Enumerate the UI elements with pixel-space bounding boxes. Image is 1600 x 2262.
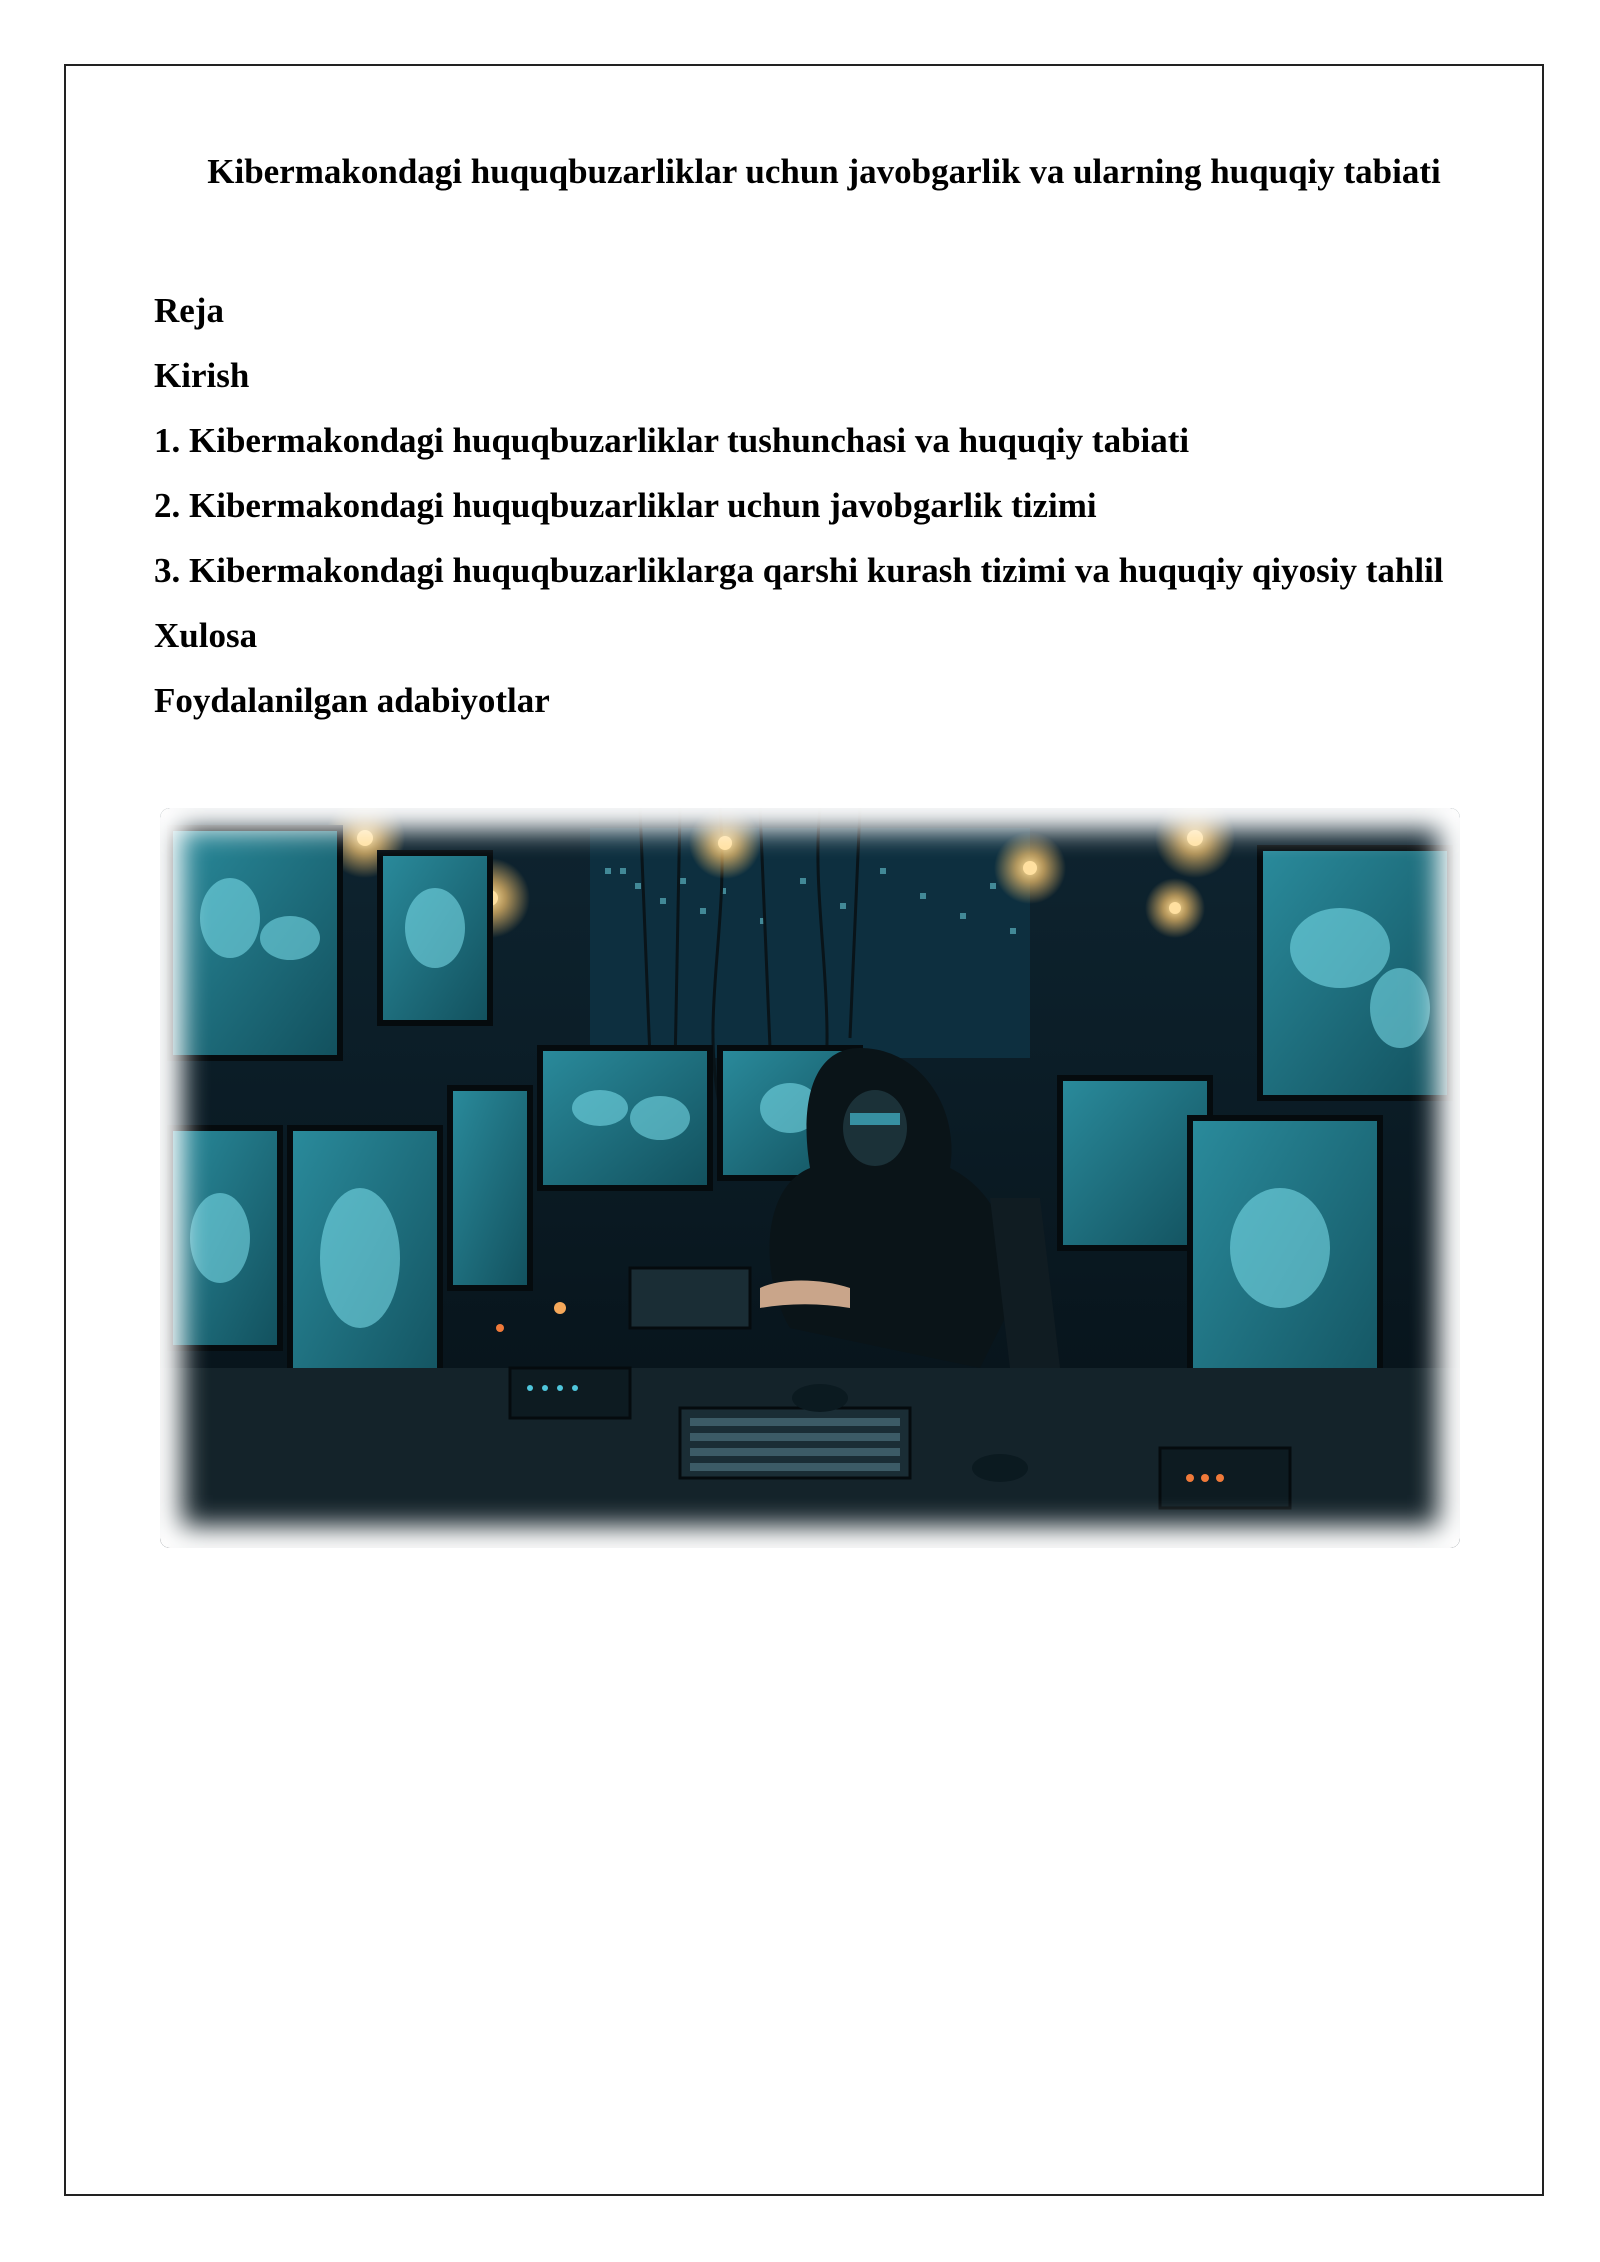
hacker-illustration-art bbox=[160, 808, 1460, 1548]
plan-item-section-3: 3. Kibermakondagi huquqbuzarliklarga qarshi kurash tizimi va huquqiy qiyosiy tahlil bbox=[154, 551, 1444, 590]
plan-list bbox=[154, 278, 1494, 733]
plan-item-section-1: 1. Kibermakondagi huquqbuzarliklar tushunchasi va huquqiy tabiati bbox=[154, 421, 1190, 460]
document-title: Kibermakondagi huquqbuzarliklar uchun javobgarlik va ularning huquqiy tabiati bbox=[207, 152, 1441, 191]
plan-item-conclusion: Xulosa bbox=[154, 616, 258, 655]
plan-item-references: Foydalanilgan adabiyotlar bbox=[154, 681, 550, 720]
plan-item-introduction: Kirish bbox=[154, 356, 250, 395]
hacker-illustration bbox=[160, 808, 1460, 1548]
plan-heading: Reja bbox=[154, 291, 224, 330]
plan-item-section-2: 2. Kibermakondagi huquqbuzarliklar uchun javobgarlik tizimi bbox=[154, 486, 1097, 525]
